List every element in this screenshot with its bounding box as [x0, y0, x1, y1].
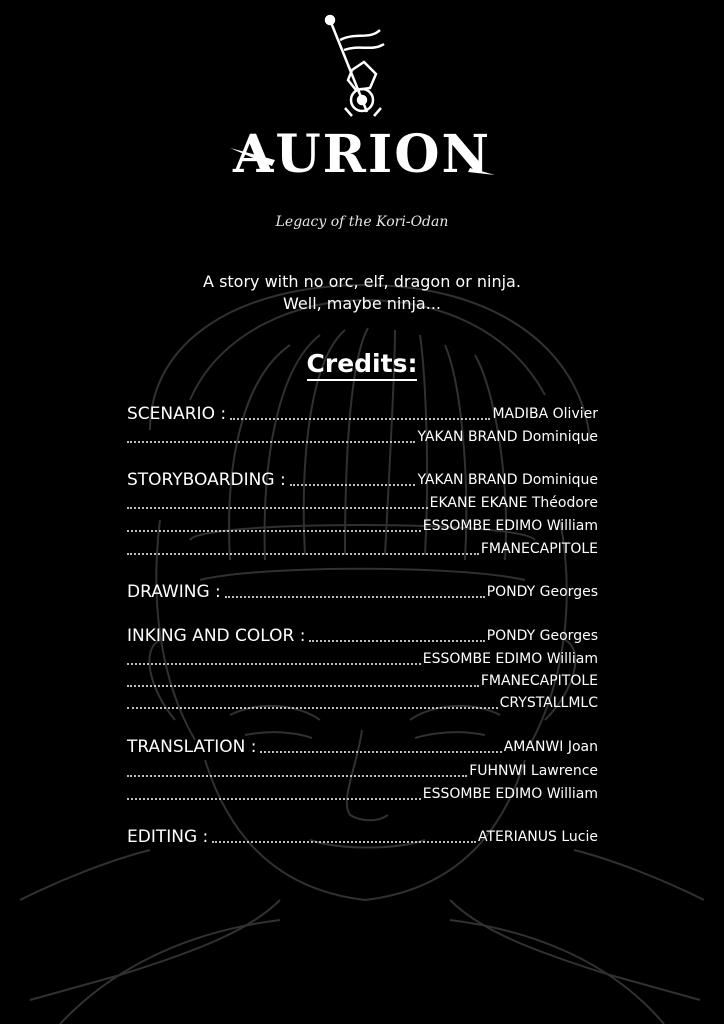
dot-leader: [225, 596, 485, 598]
credit-role: DRAWING :: [127, 582, 221, 602]
credit-role: INKING AND COLOR :: [127, 626, 306, 646]
credit-line: [127, 515, 598, 537]
credit-role: EDITING :: [127, 827, 209, 847]
credit-line: [127, 670, 598, 692]
dot-leader: [127, 707, 498, 709]
dot-leader: [127, 775, 467, 777]
credit-name: MADIBA Olivier: [492, 406, 598, 422]
credit-line: [127, 492, 598, 514]
credit-name: YAKAN BRAND Dominique: [417, 472, 598, 488]
dot-leader: [127, 507, 428, 509]
dot-leader: [127, 663, 421, 665]
tagline: [0, 271, 724, 315]
credit-role: STORYBOARDING :: [127, 470, 286, 490]
credit-line: [127, 469, 598, 491]
credit-line: [127, 692, 598, 714]
credit-name: ATERIANUS Lucie: [477, 829, 598, 845]
tagline-line-2: Well, maybe ninja...: [283, 294, 441, 313]
credit-line: [127, 826, 598, 848]
dot-leader: [127, 441, 415, 443]
credit-role: SCENARIO :: [127, 404, 227, 424]
dot-leader: [127, 530, 421, 532]
credit-name: FMANECAPITOLE: [480, 541, 598, 557]
credit-line: [127, 538, 598, 560]
credit-name: EKANE EKANE Théodore: [429, 495, 598, 511]
dot-leader: [260, 751, 501, 753]
credit-name: CRYSTALLMLC: [499, 695, 598, 711]
dot-leader: [290, 484, 416, 486]
credit-line: [127, 760, 598, 782]
aurion-wordmark: AURION: [232, 124, 492, 185]
dot-leader: [127, 798, 421, 800]
dot-leader: [230, 418, 490, 420]
tagline-line-1: A story with no orc, elf, dragon or ninja.: [203, 272, 521, 291]
credit-name: YAKAN BRAND Dominique: [417, 429, 598, 445]
credit-line: [127, 581, 598, 603]
credit-line: [127, 783, 598, 805]
credit-line: [127, 625, 598, 647]
dot-leader: [309, 640, 484, 642]
credit-name: ESSOMBE EDIMO William: [422, 651, 598, 667]
credit-name: ESSOMBE EDIMO William: [422, 786, 598, 802]
credit-name: AMANWI Joan: [503, 739, 598, 755]
credit-line: [127, 648, 598, 670]
dot-leader: [127, 553, 479, 555]
credit-line: [127, 403, 598, 425]
credit-line: [127, 426, 598, 448]
aurion-logo: [0, 0, 724, 240]
credit-line: [127, 736, 598, 758]
credit-name: PONDY Georges: [486, 584, 598, 600]
credit-name: PONDY Georges: [486, 628, 598, 644]
dot-leader: [127, 685, 479, 687]
credit-name: ESSOMBE EDIMO William: [422, 518, 598, 534]
credit-role: TRANSLATION :: [127, 737, 257, 757]
dot-leader: [212, 841, 476, 843]
credits-heading: [0, 349, 724, 378]
credits-heading-text: Credits:: [307, 349, 418, 381]
logo-subtitle: Legacy of the Kori-Odan: [275, 214, 449, 230]
credit-name: FUHNWI Lawrence: [469, 763, 598, 779]
credit-name: FMANECAPITOLE: [480, 673, 598, 689]
